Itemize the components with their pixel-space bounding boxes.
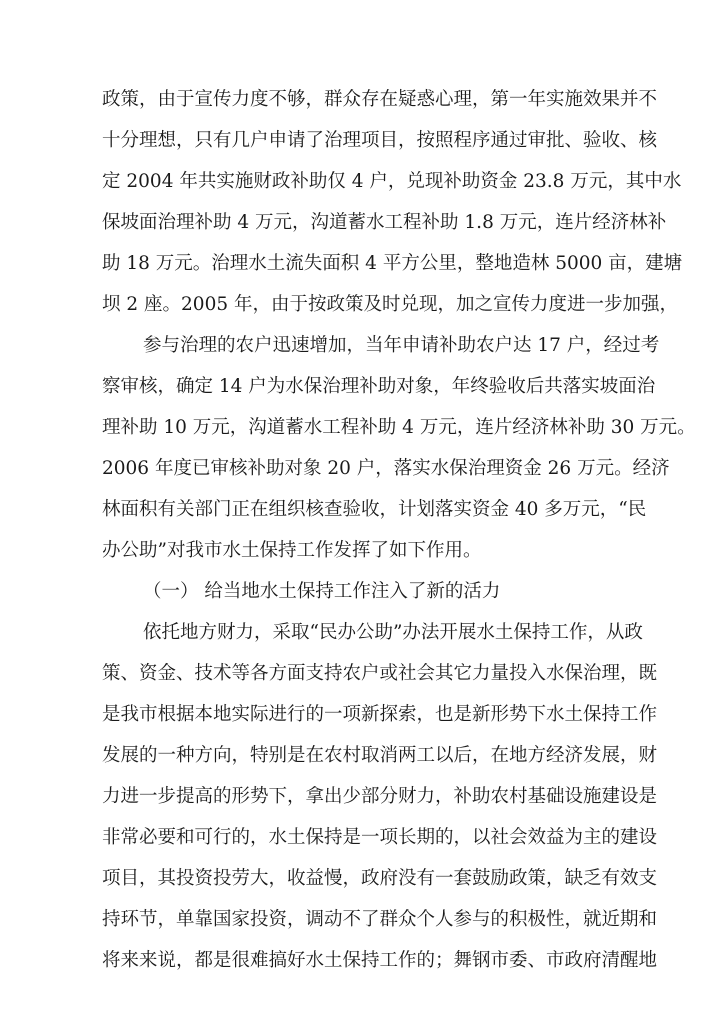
paragraph-line: 察审核，确定 14 户为水保治理补助对象，年终验收后共落实坡面治 xyxy=(102,376,656,397)
paragraph-line: 定 2004 年共实施财政补助仅 4 户，兑现补助资金 23.8 万元，其中水 xyxy=(102,171,682,192)
paragraph-line: 坝 2 座。2005 年，由于按政策及时兑现，加之宣传力度进一步加强， xyxy=(102,294,678,315)
paragraph-line: 参与治理的农户迅速增加，当年申请补助农户达 17 户，经过考 xyxy=(143,335,660,356)
paragraph-line: 政策，由于宣传力度不够，群众存在疑惑心理，第一年实施效果并不 xyxy=(102,89,658,110)
paragraph-line: 办公助”对我市水土保持工作发挥了如下作用。 xyxy=(102,540,482,561)
paragraph-line: 项目，其投资投劳大，收益慢，政府没有一套鼓励政策，缺乏有效支 xyxy=(102,868,658,889)
section-heading: （一） 给当地水土保持工作注入了新的活力 xyxy=(143,581,501,602)
paragraph-line: 发展的一种方向，特别是在农村取消两工以后，在地方经济发展，财 xyxy=(102,745,658,766)
paragraph-line: 助 18 万元。治理水土流失面积 4 平方公里，整地造林 5000 亩，建塘 xyxy=(102,253,683,274)
paragraph-line: 理补助 10 万元，沟道蓄水工程补助 4 万元，连片经济林补助 30 万元。 xyxy=(102,417,696,438)
paragraph-line: 2006 年度已审核补助对象 20 户，落实水保治理资金 26 万元。经济 xyxy=(102,458,670,479)
paragraph-line: 林面积有关部门正在组织核查验收，计划落实资金 40 多万元，“民 xyxy=(102,499,647,520)
paragraph-line: 将来来说，都是很难搞好水土保持工作的；舞钢市委、市政府清醒地 xyxy=(102,950,658,971)
paragraph-line: 非常必要和可行的，水土保持是一项长期的，以社会效益为主的建设 xyxy=(102,827,658,848)
paragraph-line: 持环节，单靠国家投资，调动不了群众个人参与的积极性，就近期和 xyxy=(102,909,658,930)
paragraph-line: 力进一步提高的形势下，拿出少部分财力，补助农村基础设施建设是 xyxy=(102,786,658,807)
paragraph-line: 保坡面治理补助 4 万元，沟道蓄水工程补助 1.8 万元，连片经济林补 xyxy=(102,212,667,233)
paragraph-line: 是我市根据本地实际进行的一项新探索，也是新形势下水土保持工作 xyxy=(102,704,658,725)
paragraph-line: 十分理想，只有几户申请了治理项目，按照程序通过审批、验收、核 xyxy=(102,130,658,151)
paragraph-line: 依托地方财力，采取“民办公助”办法开展水土保持工作，从政 xyxy=(143,622,643,643)
paragraph-line: 策、资金、技术等各方面支持农户或社会其它力量投入水保治理，既 xyxy=(102,663,658,684)
